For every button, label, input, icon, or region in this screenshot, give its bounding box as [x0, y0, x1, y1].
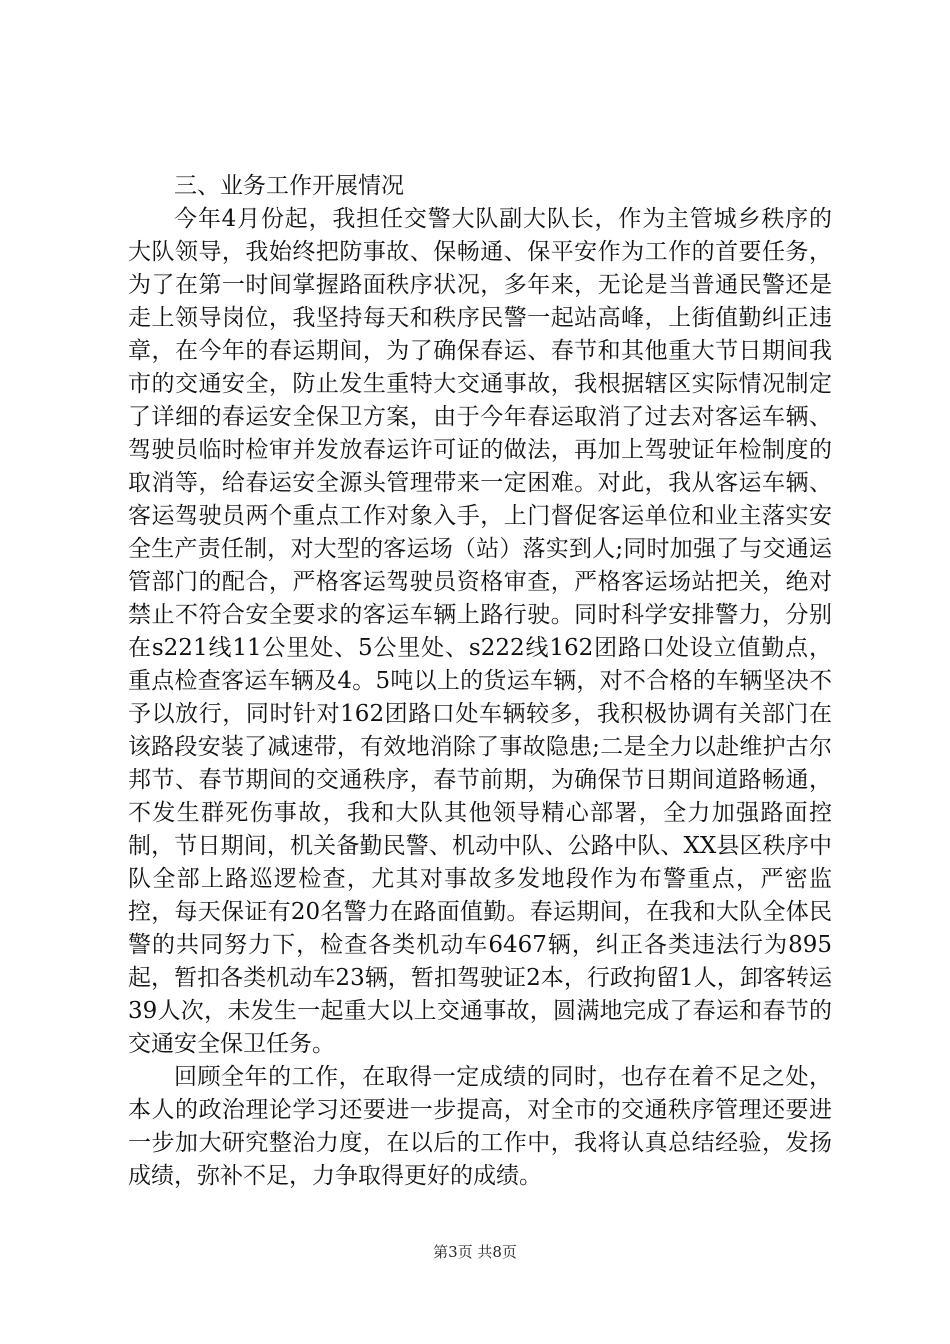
page-number-footer: 第3页 共8页	[433, 1243, 517, 1261]
body-paragraph-2: 回顾全年的工作，在取得一定成绩的同时，也存在着不足之处，本人的政治理论学习还要进一步提高，对全市的交通秩序管理还要进一步加大研究整治力度，在以后的工作中，我将认真总结经验，发扬成绩，弥补不足，力争取得更好的成绩。	[128, 1064, 832, 1189]
body-paragraph-1: 今年4月份起，我担任交警大队副大队长，作为主管城乡秩序的大队领导，我始终把防事故、保畅通、保平安作为工作的首要任务，为了在第一时间掌握路面秩序状况，多年来，无论是当普通民警还是走上领导岗位，我坚持每天和秩序民警一起站高峰，上街值勤纠正违章，在今年的春运期间，为了确保春运、春节和其他重大节日期间我市的交通安全，防止发生重特大交通事故，我根据辖区实际情况制定了详细的春运安全保卫方案，由于今年春运取消了过去对客运车辆、驾驶员临时检审并发放春运许可证的做法，再加上驾驶证年检制度的取消等，给春运安全源头管理带来一定困难。对此，我从客运车辆、客运驾驶员两个重点工作对象入手，上门督促客运单位和业主落实安全生产责任制，对大型的客运场（站）落实到人;同时加强了与交通运管部门的配合，严格客运驾驶员资格审查，严格客运场站把关，绝对禁止不符合安全要求的客运车辆上路行驶。同时科学安排警力，分别在s221线11公里处、5公里处、s222线162团路口处设立值勤点，重点检查客运车辆及4。5吨以上的货运车辆，对不合格的车辆坚决不予以放行，同时针对162团路口处车辆较多，我积极协调有关部门在该路段安装了减速带，有效地消除了事故隐患;二是全力以赴维护古尔邦节、春节期间的交通秩序，春节前期，为确保节日期间道路畅通，不发生群死伤事故，我和大队其他领导精心部署，全力加强路面控制，节日期间，机关备勤民警、机动中队、公路中队、XX县区秩序中队全部上路巡逻检查，尤其对事故多发地段作为布警重点，严密监控，每天保证有20名警力在路面值勤。春运期间，在我和大队全体民警的共同努力下，检查各类机动车6467辆，纠正各类违法行为895起，暂扣各类机动车23辆，暂扣驾驶证2本，行政拘留1人，卸客转运39人次，未发生一起重大以上交通事故，圆满地完成了春运和春节的交通安全保卫任务。	[128, 206, 832, 1057]
document-body	[128, 170, 832, 1193]
section-heading: 三、业务工作开展情况	[174, 173, 404, 199]
